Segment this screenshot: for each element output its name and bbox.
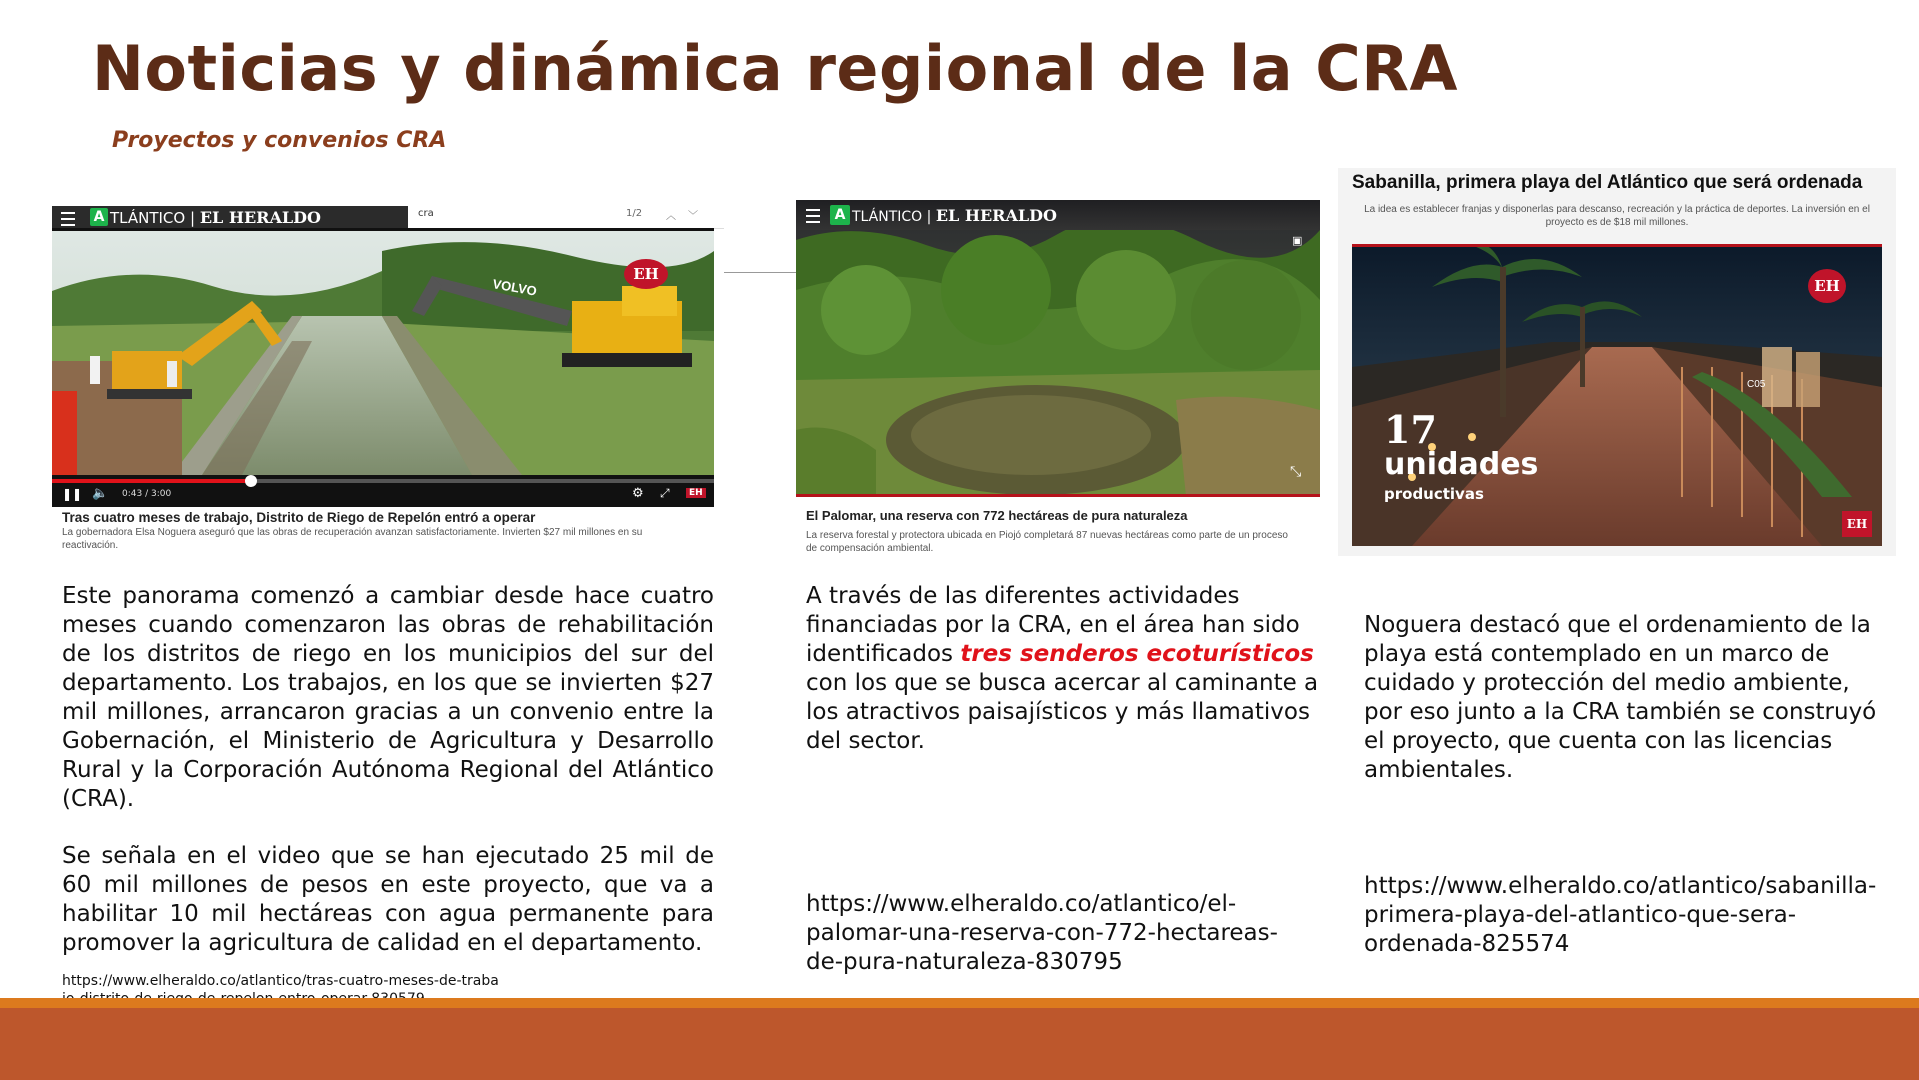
pause-icon[interactable]: ❚❚ [62, 487, 83, 501]
col2-paragraph: A través de las diferentes actividades financiadas por la CRA, en el área han sido identificados tres senderos ecoturísticos con los que se busca acercar al caminante a los atractivos paisajísticos y más llamativos del sector. [806, 583, 1319, 754]
col1-paragraph2: Se señala en el video que se han ejecutado 25 mil de 60 mil millones de pesos en este proyecto, que va a habilitar 10 mil hectáreas con agua permanente para promover la agricultura de calidad en el departamento. [62, 843, 714, 956]
brand-name: EL HERALDO [199, 208, 321, 227]
news-card-palomar [796, 200, 1320, 560]
brand-name-2: EL HERALDO [935, 206, 1057, 225]
col1-paragraph1: Este panorama comenzó a cambiar desde hace cuatro meses cuando comenzaron las obras de rehabilitación de los distritos de riego en los municipios del sur del departamento. Los trabajos, en los que se invierten $27 mil millones, arrancaron gracias a un convenio entre la Gobernación, el Ministerio de Agricultura y Desarrollo Rural y la Corporación Autónoma Regional del Atlántico (CRA). [62, 583, 714, 812]
card1-summary: La gobernadora Elsa Noguera aseguró que las obras de recuperación avanzan satisfactoriamente. Invierten $27 mil millones en su reactivación. [62, 527, 643, 551]
col3-paragraph: Noguera destacó que el ordenamiento de la playa está contemplado en un marco de cuidado y protección del medio ambiente, por eso junto a la CRA también se construyó el proyecto, que cuenta con las licencias ambientales. [1364, 612, 1877, 783]
footer-stripe [0, 998, 1919, 1008]
slide-subtitle: Proyectos y convenios CRA [112, 128, 447, 153]
col3-url[interactable]: https://www.elheraldo.co/atlantico/sabanilla-primera-playa-del-atlantico-que-sera-ordenada-825574 [1364, 873, 1877, 957]
ecotourism-highlight: tres senderos ecoturísticos [960, 641, 1314, 667]
news-card-repelon [52, 204, 724, 556]
video-progress-handle[interactable] [245, 475, 257, 487]
video-player[interactable] [52, 231, 714, 475]
expand-icon[interactable]: ⤡ [1290, 464, 1302, 480]
col1-url[interactable]: https://www.elheraldo.co/atlantico/tras-cuatro-meses-de-traba [62, 973, 499, 989]
menu-icon[interactable] [61, 212, 75, 226]
find-count: 1/2 [626, 208, 643, 219]
svg-text:VOLVO: VOLVO [491, 276, 538, 299]
overlay-line2: productivas [1384, 485, 1484, 503]
settings-icon[interactable]: ⚙ [632, 486, 644, 501]
volume-icon[interactable]: 🔈 [92, 486, 109, 501]
fullscreen-icon[interactable]: ⤢ [660, 486, 670, 500]
pond-forest-image [796, 200, 1320, 496]
video-time: 0:43 / 3:00 [122, 489, 172, 499]
card3-headline[interactable]: Sabanilla, primera playa del Atlántico que será ordenada [1352, 172, 1863, 193]
svg-text:C05: C05 [1747, 379, 1766, 390]
eh-logo-3: EH [1808, 269, 1846, 303]
divider-line [724, 272, 796, 273]
brand-letter: A [90, 208, 108, 226]
overlay-number: 17 [1384, 407, 1437, 452]
eh-small-icon: EH [686, 488, 706, 498]
find-bar[interactable] [408, 204, 724, 229]
brand-section-2: TLÁNTICO | EL HERALDO [852, 206, 1057, 225]
find-prev-icon[interactable]: ︿ [666, 211, 676, 222]
card2-summary: La reserva forestal y protectora ubicada en Piojó completará 87 nuevas hectáreas como parte de un proceso de compensación ambiental. [806, 530, 1288, 554]
menu-icon-2[interactable] [806, 209, 820, 223]
brand-section: TLÁNTICO | EL HERALDO [110, 208, 321, 227]
render-frame [1352, 247, 1882, 546]
find-input[interactable]: cra [418, 208, 434, 219]
overlay-line1: unidades [1384, 447, 1539, 482]
card3-summary: La idea es establecer franjas y disponerlas para descanso, recreación y la práctica de deportes. La inversión en el proyecto es de $18 mil millones. [1364, 204, 1870, 228]
footer-band [0, 1008, 1919, 1080]
find-next-icon[interactable]: ﹀ [688, 211, 698, 222]
slide-title: Noticias y dinámica regional de la CRA [92, 32, 1458, 105]
irrigation-canal-image [52, 231, 714, 475]
col2-url[interactable]: https://www.elheraldo.co/atlantico/el-palomar-una-reserva-con-772-hectareas-de-pura-naturaleza-830795 [806, 891, 1278, 975]
video-controls [52, 475, 714, 507]
video-progress-track[interactable] [52, 479, 714, 483]
site-header [52, 206, 408, 228]
brand-letter-2: A [830, 205, 850, 225]
card1-headline[interactable]: Tras cuatro meses de trabajo, Distrito de Riego de Repelón entró a operar [62, 510, 536, 525]
image-rule [796, 494, 1320, 497]
palomar-image-frame [796, 200, 1320, 496]
site-header-2 [796, 200, 1320, 230]
camera-icon: ▣ [1292, 234, 1303, 247]
card2-headline[interactable]: El Palomar, una reserva con 772 hectáreas de pura naturaleza [806, 508, 1188, 523]
news-card-sabanilla [1338, 168, 1896, 556]
eh-logo: EH [624, 259, 668, 289]
eh-logo-small: EH [1842, 511, 1872, 537]
video-progress-fill [52, 479, 251, 483]
